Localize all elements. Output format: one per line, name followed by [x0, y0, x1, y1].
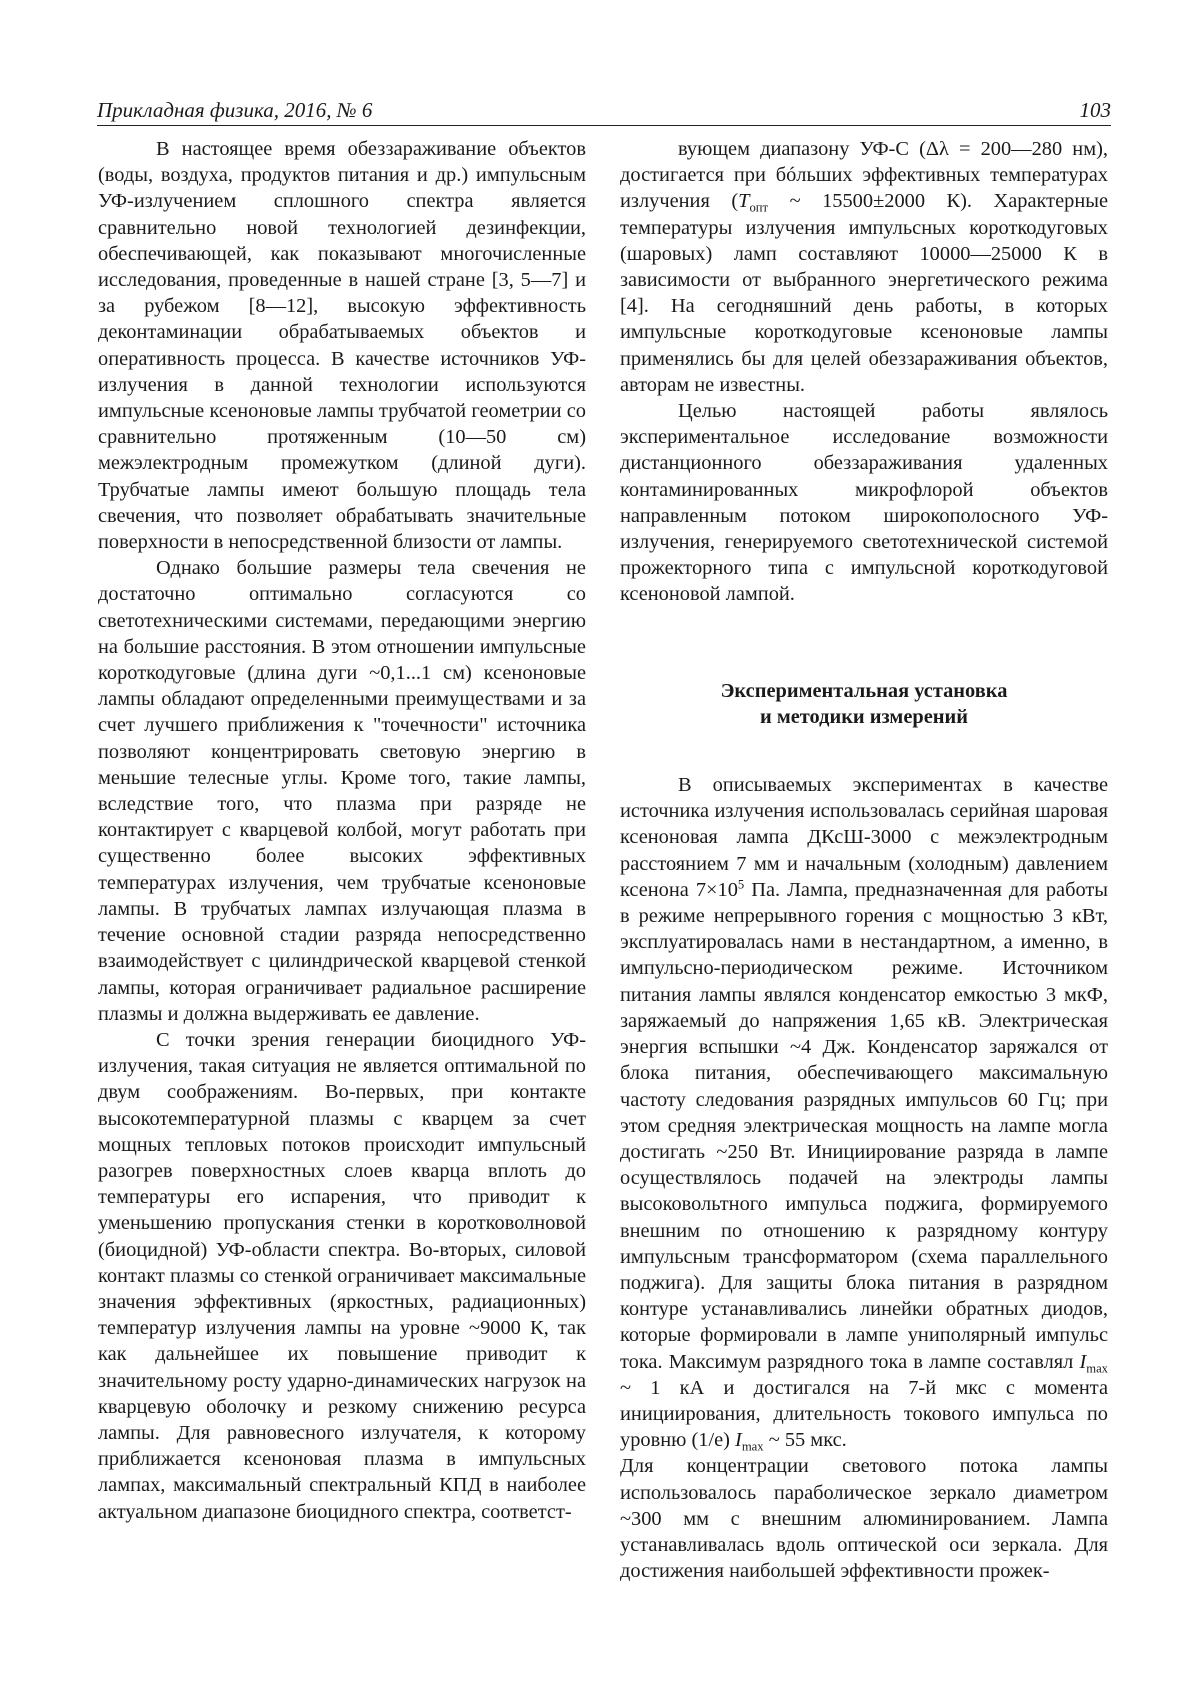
spacer: [620, 608, 1108, 678]
left-column: [98, 136, 586, 1525]
paragraph-shortarc-advantages: Однако большие размеры тела свечения не достаточно оптимально согласуются со светотехническими системами, передающими энергию на большие расстояния. В этом отношении импульсные короткодуговые (длина дуги ~0,1...1 см) ксеноновые лампы обладают определенными преимуществами и за счет лучшего приближения к "точечности" источника позволяют концентрировать световую энергию в меньшие телесные углы. Кроме того, такие лампы, вследствие того, что плазма при разряде не контактирует с кварцевой колбой, могут работать при существенно более высоких эффективных температурах излучения, чем трубчатые ксеноновые лампы. В трубчатых лампах излучающая плазма в течение основной стадии разряда непосредственно взаимодействует с цилиндрической кварцевой стенкой лампы, которая ограничивает радиальное расширение плазмы и должна выдерживать ее давление.: [98, 557, 586, 1025]
spacer: [620, 730, 1108, 772]
paragraph-setup: В описываемых экспериментах в качестве источника излучения использовалась серийная шаровая ксеноновая лампа ДКсШ-3000 с межэлектродным расстоянием 7 мм и начальным (холодным) давлением ксенона $7\times 10^5$ Па. Лампа, предназначенная для работы в режиме непрерывного горения с мощностью 3 кВт, эксплуатировалась нами в нестандартном, а именно, в импульсно-периодическом режиме. Источником питания лампы являлся конденсатор емкостью 3 мкФ, заряжаемый до напряжения 1,65 кВ. Электрическая энергия вспышки ~4 Дж. Конденсатор заряжался от блока питания, обеспечивающего максимальную частоту следования разрядных импульсов 60 Гц; при этом средняя электрическая мощность на лампе могла достигать ~250 Вт. Инициирование разряда в лампе осуществлялось подачей на электроды лампы высоковольтного импульса поджига, формируемого внешним по отношению к разрядному контуру импульсным трансформатором (схема параллельного поджига). Для защиты блока питания в разрядном контуре устанавливались линейки обратных диодов, которые формировали в лампе униполярный импульс тока. Максимум разрядного тока в лампе составлял $I_{max}$ ~ 1 кА и достигался на 7-й мкс с момента инициирования, длительность токового импульса по уровню (1/e) $I_{max}$ ~ 55 мкс.: [620, 774, 1108, 1454]
paragraph-intro: В настоящее время обеззараживание объектов (воды, воздуха, продуктов питания и др.) импульсным УФ-излучением сплошного спектра является сравнительно новой технологией дезинфекции, обеспечивающей, как показывают многочисленные исследования, проведенные в нашей стране [3, 5—7] и за рубежом [8—12], высокую эффективность деконтаминации обрабатываемых объектов и оперативность процесса. В качестве источников УФ-излучения в данной технологии используются импульсные ксеноновые лампы трубчатой геометрии со сравнительно протяженным (10—50 см) межэлектродным промежутком (длиной дуги). Трубчатые лампы имеют большую площадь тела свечения, что позволяет обрабатывать значительные поверхности в непосредственной близости от лампы.: [98, 138, 586, 554]
header-rule: [97, 125, 1111, 126]
paragraph-goal: Целью настоящей работы являлось экспериментальное исследование возможности дистанционного обеззараживания удаленных контаминированных микрофлорой объектов направленным потоком широкополосного УФ-излучения, генерируемого светотехнической системой прожекторного типа с импульсной короткодуговой ксеноновой лампой.: [620, 400, 1108, 606]
journal-title: Прикладная физика, 2016, № 6: [97, 98, 373, 122]
page-number: 103: [1079, 98, 1111, 122]
running-header: [97, 87, 1111, 121]
right-column: [620, 136, 1108, 1584]
section-title: Экспериментальная установка и методики измерений: [720, 679, 1008, 728]
paragraph-biocide-generation: С точки зрения генерации биоцидного УФ-излучения, такая ситуация не является оптимальной по двум соображениям. Во-первых, при контакте высокотемпературной плазмы с кварцем за счет мощных тепловых потоков происходит импульсный разогрев поверхностных слоев кварца вплоть до температуры его испарения, что приводит к уменьшению пропускания стенки в коротковолновой (биоцидной) УФ-области спектра. Во-вторых, силовой контакт плазмы со стенкой ограничивает максимальные значения эффективных (яркостных, радиационных) температур излучения лампы на уровне ~9000 К, так как дальнейшее их повышение приводит к значительному росту ударно-динамических нагрузок на кварцевую оболочку и резкому снижению ресурса лампы. Для равновесного излучателя, к которому приближается ксеноновая плазма в импульсных лампах, максимальный спектральный КПД в наиболее актуальном диапазоне биоцидного спектра, соответст-: [98, 1028, 586, 1523]
paragraph-mirror: Для концентрации светового потока лампы использовалось параболическое зеркало диаметром ~300 мм с внешним алюминированием. Лампа устанавливалась вдоль оптической оси зеркала. Для достижения наибольшей эффективности прожек-: [620, 1455, 1108, 1583]
paragraph-uvc-range: вующем диапазону УФ-С (Δλ = 200—280 нм), достигается при бóльших эффективных температурах излучения ($T_{опт}$ ~ 15500±2000 К). Характерные температуры излучения импульсных короткодуговых (шаровых) ламп составляют 10000—25000 К в зависимости от выбранного энергетического режима [4]. На сегодняшний день работы, в которых импульсные короткодуговые ксеноновые лампы применялись бы для целей обеззараживания объектов, авторам не известны.: [620, 138, 1109, 396]
